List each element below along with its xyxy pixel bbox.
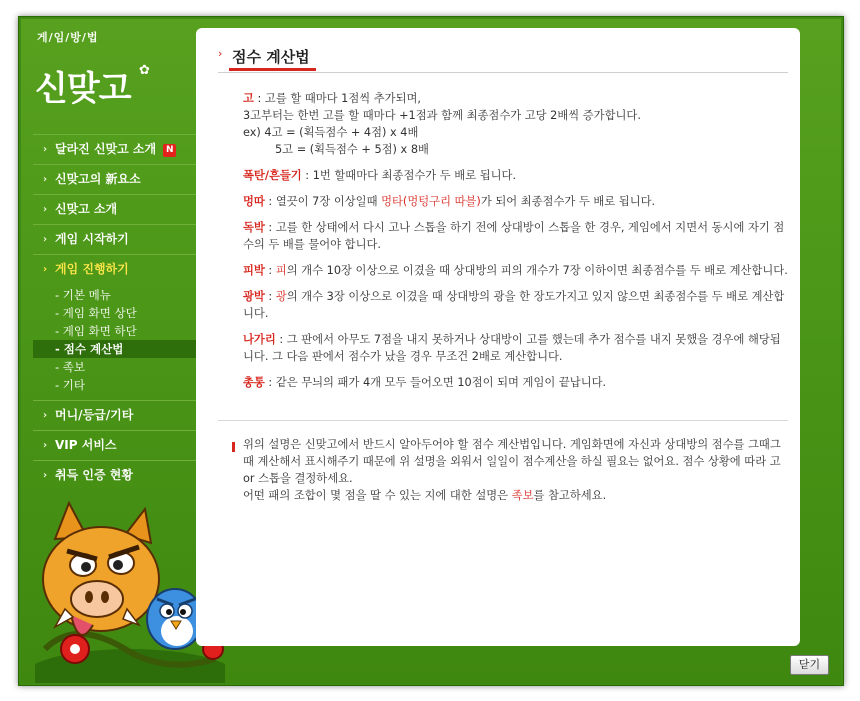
rule-text: 의 개수 10장 이상으로 이겼을 때 상대방의 피의 개수가 7장 이하이면 최종점수를 두 배로 계산합니다. <box>286 264 788 277</box>
note-text: 위의 설명은 신맞고에서 반드시 알아두어야 할 점수 계산법입니다. 게임화면에 자신과 상대방의 점수를 그때그때 계산해서 표시해주기 때문에 위 설명을 외워서 일일이 점수계산을 하실 필요는 없어요. 점수 상황에 따라 고 or 스톱을 결정하세요. <box>243 438 781 485</box>
rule-nagari <box>243 331 788 365</box>
sidebar-item-label: 게임 시작하기 <box>55 232 129 246</box>
sidebar-item-money-rank[interactable] <box>33 400 199 430</box>
close-button[interactable]: 닫기 <box>790 655 829 675</box>
rule-gwangbak <box>243 288 788 322</box>
sidebar-nav <box>33 134 199 490</box>
game-logo: 신맞고 <box>35 69 131 109</box>
rule-text: : 고를 할 때마다 1점씩 추가되며, <box>253 92 422 105</box>
sidebar-item-label: 게임 진행하기 <box>55 262 129 276</box>
subnav-item-combinations[interactable]: - 족보 <box>55 360 86 374</box>
chevron-right-icon: › <box>43 234 48 245</box>
chevron-right-icon: › <box>43 440 48 451</box>
sidebar-item-play-game[interactable] <box>33 254 199 284</box>
rule-text: : 그 판에서 아무도 7점을 내지 못하거나 상대방이 고를 했는데 추가 점수를 내지 못했을 경우에 해당됩니다. 그 다음 판에서 점수가 났을 경우 무조건 2배로 계산합니다. <box>243 333 781 363</box>
combinations-link[interactable]: 족보 <box>511 489 534 502</box>
rule-example: ex) 4고 = (획득점수 + 4점) x 4배 <box>243 126 419 139</box>
rule-text: : <box>264 264 276 277</box>
rule-term: 광박 <box>243 290 265 303</box>
section-divider <box>218 420 788 421</box>
sidebar-item-certification[interactable] <box>33 460 199 490</box>
rule-highlight: 피 <box>275 264 287 277</box>
rule-highlight: 멍타(멍텅구리 따블) <box>381 195 481 208</box>
chevron-down-icon: › <box>43 264 48 275</box>
rule-dokbak <box>243 219 788 253</box>
chevron-right-icon: › <box>43 204 48 215</box>
rule-highlight: 광 <box>275 290 287 303</box>
content-panel <box>196 28 800 646</box>
sidebar-item-label: 취득 인증 현황 <box>55 468 133 482</box>
rule-term: 폭탄/흔들기 <box>243 169 302 182</box>
page-title: 점수 계산법 <box>232 48 310 66</box>
title-divider <box>218 72 788 73</box>
sidebar-item-label: 달라진 신맞고 소개 <box>55 142 157 156</box>
chevron-right-icon: › <box>43 410 48 421</box>
rule-text: 3고부터는 한번 고를 할 때마다 +1점과 함께 최종점수가 고당 2배씩 증가합니다. <box>243 109 641 122</box>
note-marker <box>232 442 235 452</box>
sidebar-item-start-game[interactable] <box>33 224 199 254</box>
sidebar-subnav <box>33 284 199 400</box>
chevron-right-icon: › <box>43 174 48 185</box>
sidebar-item-label: 머니/등급/기타 <box>55 408 134 422</box>
rule-term: 나가리 <box>243 333 276 346</box>
breadcrumb: 게/임/방/법 <box>37 31 99 44</box>
chevron-right-icon: › <box>43 144 48 155</box>
rule-term: 멍따 <box>243 195 265 208</box>
subnav-item-scoring[interactable]: - 점수 계산법 <box>33 340 205 358</box>
rule-poktan <box>243 167 788 184</box>
rule-text: : 1번 할때마다 최종점수가 두 배로 됩니다. <box>301 169 517 182</box>
subnav-item-basic-menu[interactable]: - 기본 메뉴 <box>55 288 111 302</box>
scoring-note <box>243 436 788 504</box>
subnav-item-screen-bottom[interactable]: - 게임 화면 하단 <box>55 324 137 338</box>
sidebar-item-label: VIP 서비스 <box>55 438 117 452</box>
chevron-right-icon: › <box>43 470 48 481</box>
subnav-item-screen-top[interactable]: - 게임 화면 상단 <box>55 306 137 320</box>
rule-term: 총통 <box>243 376 265 389</box>
rule-text: : 열끗이 7장 이상일때 <box>264 195 382 208</box>
rule-text: 의 개수 3장 이상으로 이겼을 때 상대방의 광을 한 장도가지고 있지 않으면 최종점수를 두 배로 계산합니다. <box>243 290 785 320</box>
rule-chongtong <box>243 374 788 391</box>
note-text: 를 참고하세요. <box>533 489 607 502</box>
rule-meongtta <box>243 193 788 210</box>
new-badge: N <box>163 144 176 157</box>
rule-term: 고 <box>243 92 254 105</box>
subnav-item-etc[interactable]: - 기타 <box>55 378 86 392</box>
sidebar-item-new-elements[interactable] <box>33 164 199 194</box>
rule-text: : 고를 한 상태에서 다시 고나 스톱을 하기 전에 상대방이 스톱을 한 경우, 게임에서 지면서 동시에 자기 점수의 두 배를 물어야 합니다. <box>243 221 785 251</box>
sidebar-item-intro[interactable] <box>33 194 199 224</box>
sidebar-item-whats-new[interactable] <box>33 134 199 164</box>
sidebar-item-label: 신맞고의 新요소 <box>55 172 141 186</box>
sidebar-item-vip[interactable] <box>33 430 199 460</box>
rule-term: 피박 <box>243 264 265 277</box>
rule-go <box>243 90 788 158</box>
rule-term: 독박 <box>243 221 265 234</box>
rule-example: 5고 = (획득점수 + 5점) x 8배 <box>275 143 429 156</box>
logo-flower-icon: ✿ <box>139 63 150 78</box>
title-underline <box>229 68 316 71</box>
rule-pibak <box>243 262 788 279</box>
rule-text: : <box>264 290 276 303</box>
scoring-rules <box>243 90 788 400</box>
rule-text: 가 되어 최종점수가 두 배로 됩니다. <box>480 195 656 208</box>
title-chevron-icon: › <box>218 47 223 60</box>
sidebar-item-label: 신맞고 소개 <box>55 202 118 216</box>
note-text: 어떤 패의 조합이 몇 점을 딸 수 있는 지에 대한 설명은 <box>243 489 512 502</box>
rule-text: : 같은 무늬의 패가 4개 모두 들어오면 10점이 되며 게임이 끝납니다. <box>264 376 607 389</box>
